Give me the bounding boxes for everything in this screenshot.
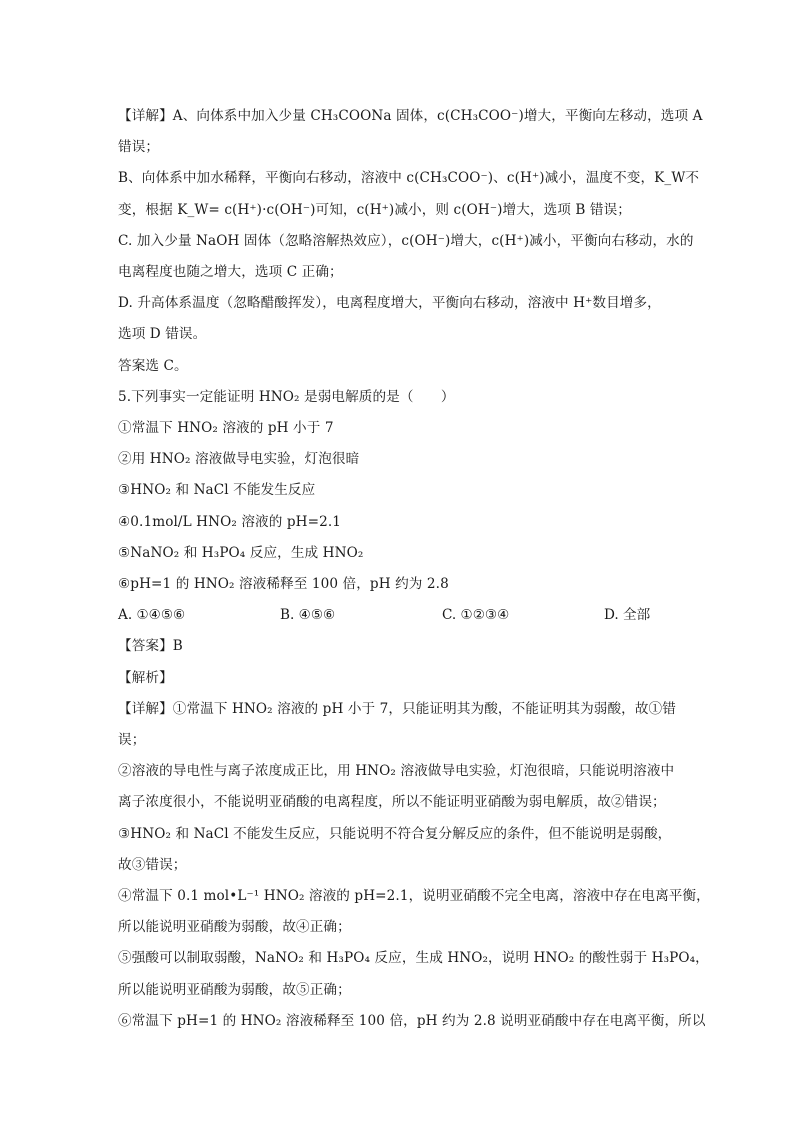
text-line: B、向体系中加水稀释，平衡向右移动，溶液中 c(CH₃COO⁻)、c(H⁺)减小，温度不变，K_W不 (118, 170, 700, 187)
text-line: 【详解】A、向体系中加入少量 CH₃COONa 固体，c(CH₃COO⁻)增大，平衡向左移动，选项 A (118, 108, 703, 124)
choice-d: D. 全部 (604, 607, 651, 624)
text-line: 选项 D 错误。 (118, 326, 207, 343)
document-body (118, 101, 710, 1037)
answer-line: 【答案】B (118, 638, 183, 655)
text-line: ②溶液的导电性与离子浓度成正比，用 HNO₂ 溶液做导电实验，灯泡很暗，只能说明溶液中 (118, 763, 675, 780)
analysis-heading: 【解析】 (118, 669, 173, 686)
choice-a: A. ①④⑤⑥ (118, 607, 186, 624)
answer-choices (118, 600, 678, 631)
choice-c: C. ①②③④ (442, 607, 510, 624)
text-line: 误； (118, 732, 146, 749)
choice-b: B. ④⑤⑥ (280, 607, 336, 624)
statement-1: ①常温下 HNO₂ 溶液的 pH 小于 7 (118, 420, 334, 437)
text-line: ⑤强酸可以制取弱酸，NaNO₂ 和 H₃PO₄ 反应，生成 HNO₂，说明 HNO₂ 的酸性弱于 H₃PO₄， (118, 950, 709, 967)
text-line: ⑥常温下 pH=1 的 HNO₂ 溶液稀释至 100 倍，pH 约为 2.8 说明亚硝酸中存在电离平衡，所以 (118, 1012, 706, 1029)
text-line: ④常温下 0.1 mol•L⁻¹ HNO₂ 溶液的 pH=2.1，说明亚硝酸不完全电离，溶液中存在电离平衡， (118, 888, 710, 905)
text-line: 离子浓度很小，不能说明亚硝酸的电离程度，所以不能证明亚硝酸为弱电解质，故②错误； (118, 794, 666, 811)
statement-3: ③HNO₂ 和 NaCl 不能发生反应 (118, 482, 316, 499)
text-line: 故③错误； (118, 856, 187, 873)
statement-6: ⑥pH=1 的 HNO₂ 溶液稀释至 100 倍，pH 约为 2.8 (118, 576, 449, 593)
text-line: 答案选 C。 (118, 357, 188, 374)
text-line: 错误； (118, 139, 160, 156)
text-line: ③HNO₂ 和 NaCl 不能发生反应，只能说明不符合复分解反应的条件，但不能说明是弱酸， (118, 825, 672, 842)
text-line: 所以能说明亚硝酸为弱酸，故⑤正确； (118, 981, 351, 998)
statement-5: ⑤NaNO₂ 和 H₃PO₄ 反应，生成 HNO₂ (118, 544, 364, 561)
statement-2: ②用 HNO₂ 溶液做导电实验，灯泡很暗 (118, 451, 360, 468)
text-line: D. 升高体系温度（忽略醋酸挥发），电离程度增大，平衡向右移动，溶液中 H⁺数目增多， (118, 295, 661, 312)
text-line: C. 加入少量 NaOH 固体（忽略溶解热效应），c(OH⁻)增大，c(H⁺)减小，平衡向右移动，水的 (118, 232, 694, 249)
text-line: 电离程度也随之增大，选项 C 正确； (118, 264, 343, 281)
question-stem: 5.下列事实一定能证明 HNO₂ 是弱电解质的是（ ） (118, 388, 455, 405)
text-line: 【详解】①常温下 HNO₂ 溶液的 pH 小于 7，只能证明其为酸，不能证明其为弱酸，故①错 (118, 700, 676, 717)
text-line: 所以能说明亚硝酸为弱酸，故④正确； (118, 919, 351, 936)
statement-4: ④0.1mol/L HNO₂ 溶液的 pH=2.1 (118, 513, 341, 530)
text-line: 变，根据 K_W= c(H⁺)·c(OH⁻)可知，c(H⁺)减小，则 c(OH⁻)增大，选项 B 错误； (118, 201, 631, 218)
